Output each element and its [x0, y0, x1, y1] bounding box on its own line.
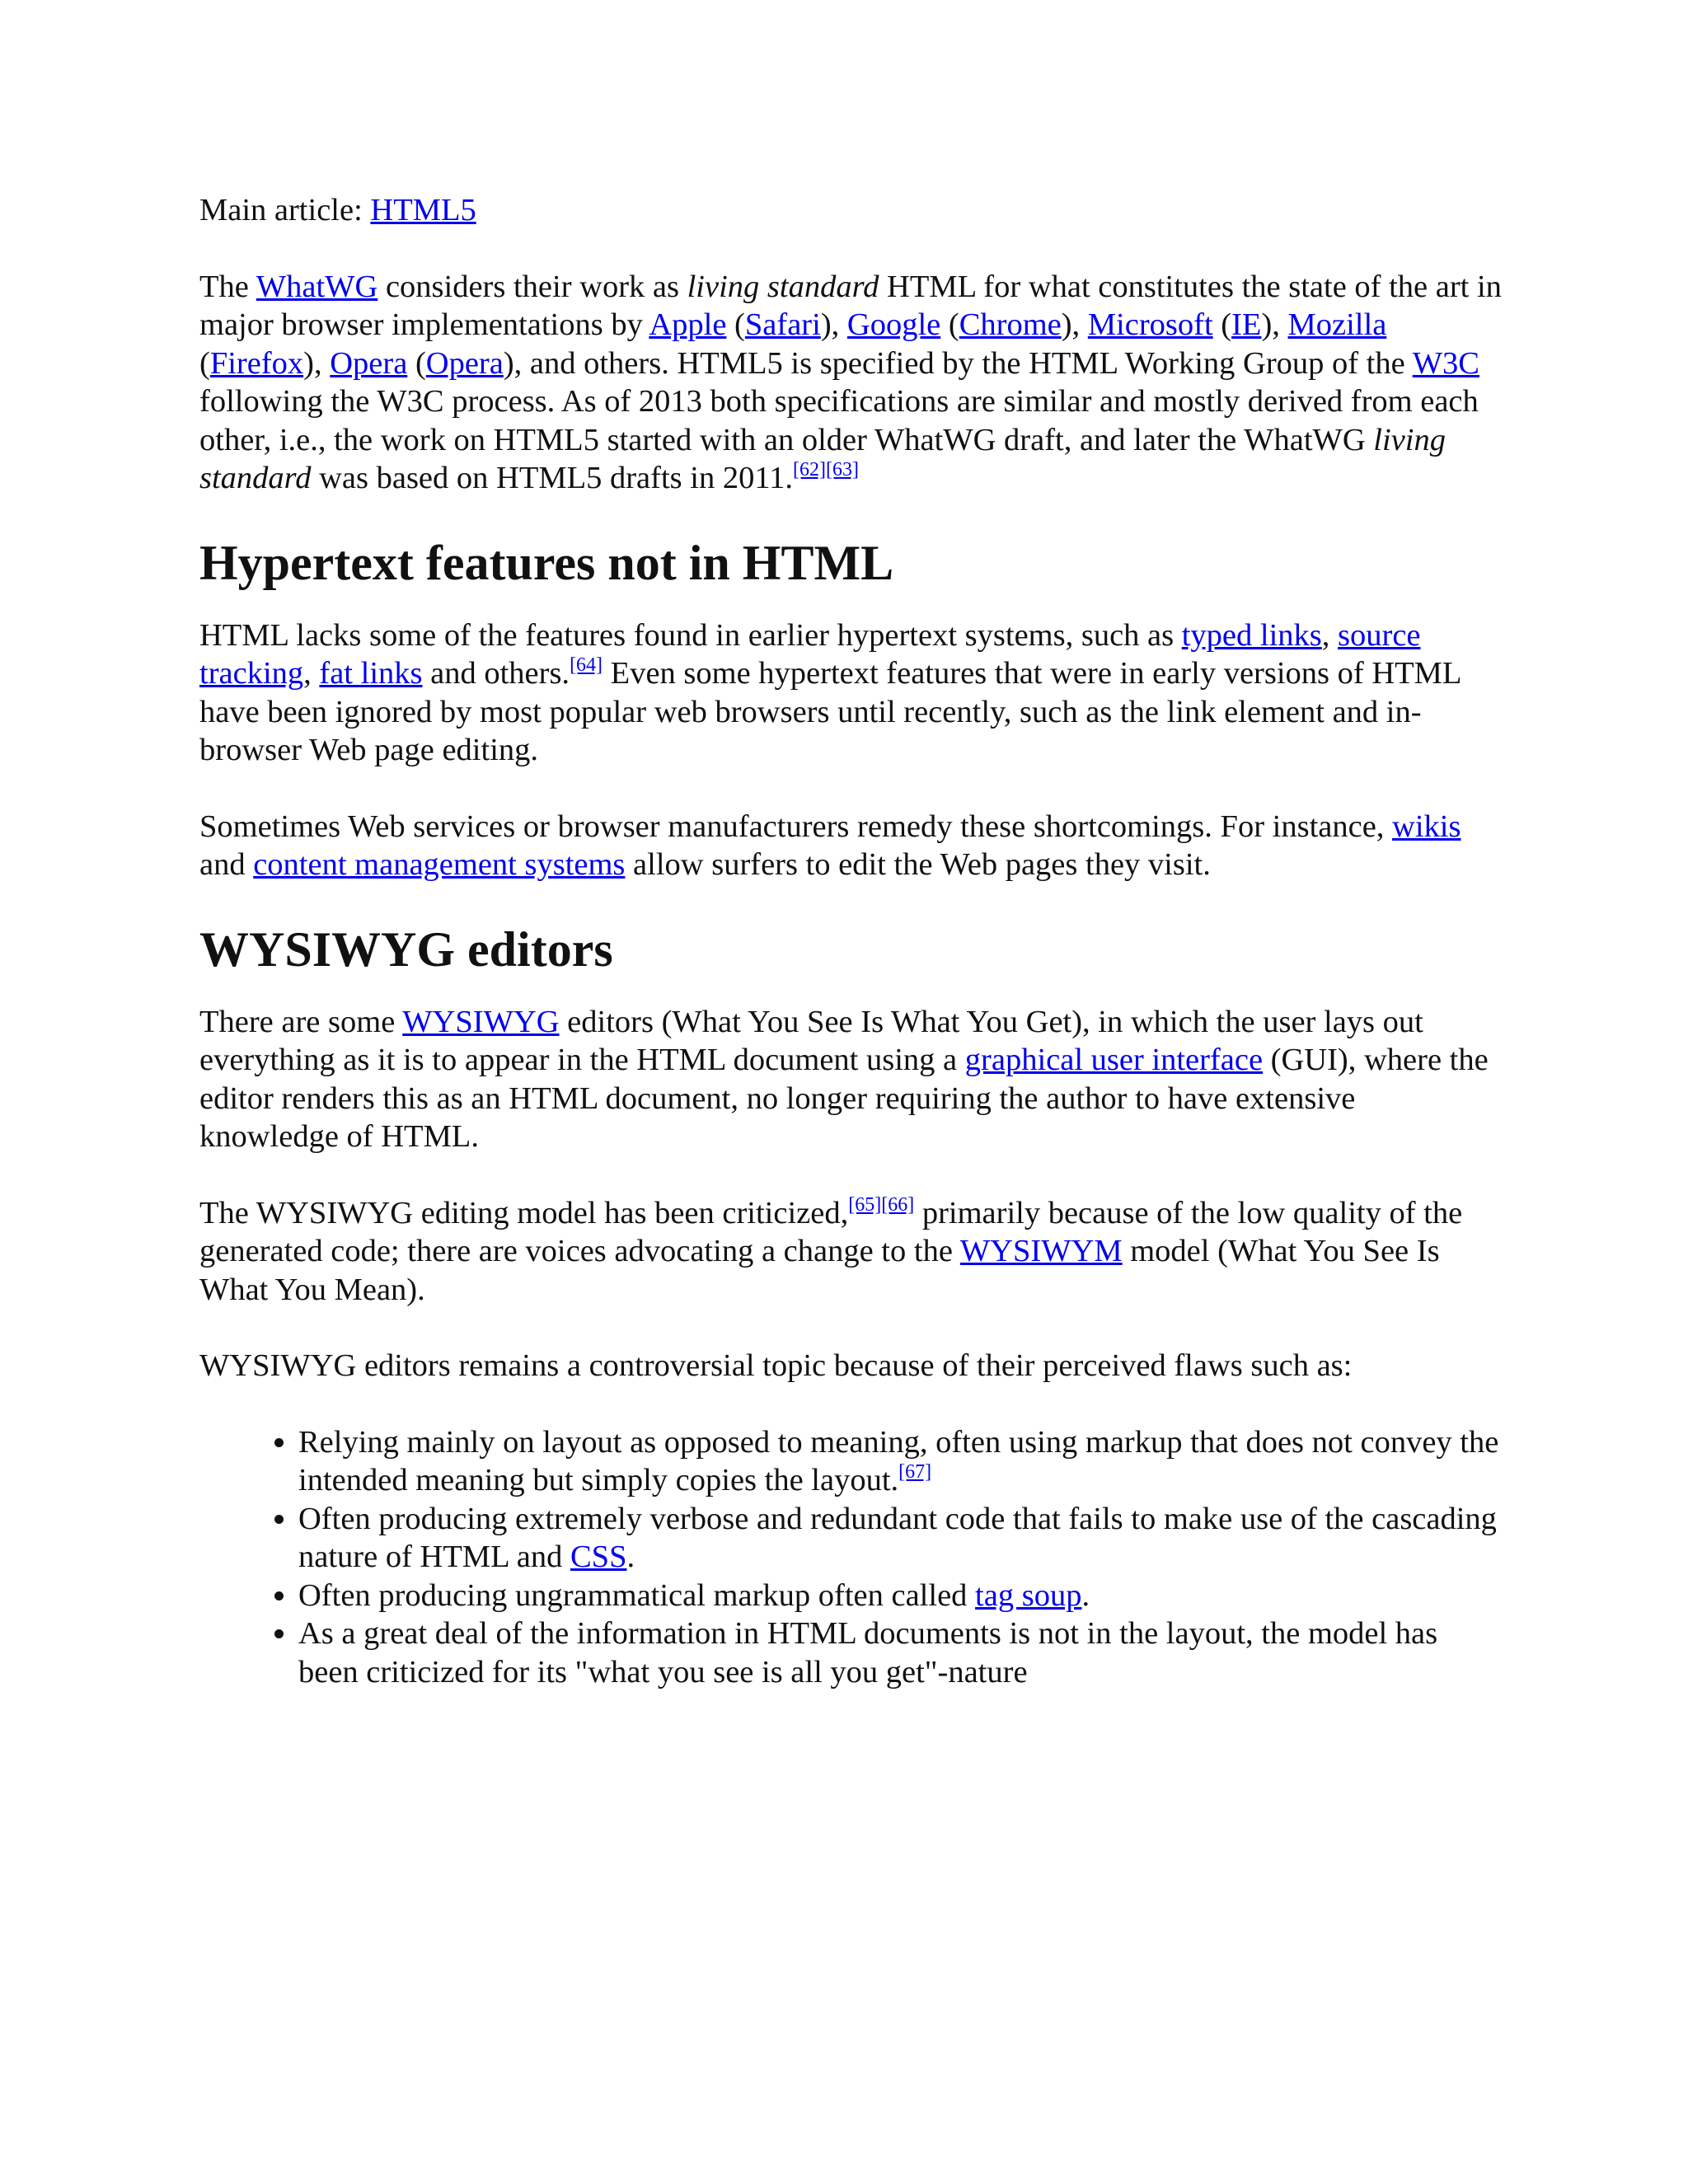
paragraph-wysiwyg-criticism — [199, 1194, 1502, 1310]
text: Often producing ungrammatical markup often called — [298, 1577, 976, 1613]
html5-link[interactable]: HTML5 — [370, 193, 476, 227]
text: Relying mainly on layout as opposed to meaning, often using markup that does not convey the intended meaning but simply copies the layout. — [298, 1424, 1499, 1497]
google-link[interactable]: Google — [846, 307, 941, 342]
citation-63[interactable] — [826, 459, 859, 480]
text: ( — [407, 345, 426, 381]
main-article-prefix: Main article: — [199, 193, 371, 227]
text: HTML for what constitutes the state of the art in major browser implementations by — [199, 269, 1502, 342]
citation-65[interactable] — [848, 1194, 881, 1216]
typed-links-link[interactable]: typed links — [1181, 617, 1322, 653]
ie-link[interactable]: IE — [1231, 307, 1262, 342]
text: The — [199, 269, 256, 304]
citation-67[interactable] — [898, 1461, 931, 1483]
living-standard-emphasis: living standard — [199, 422, 1446, 495]
citation-63-link[interactable]: [63] — [826, 459, 859, 480]
text: Often producing extremely verbose and redundant code that fails to make use of the cascading nature of HTML and — [298, 1501, 1497, 1574]
mozilla-link[interactable]: Mozilla — [1287, 307, 1387, 342]
cms-link[interactable]: content management systems — [253, 847, 626, 882]
citation-66[interactable] — [881, 1194, 914, 1216]
whatwg-link[interactable]: WhatWG — [256, 269, 378, 304]
paragraph-hypertext-lacks — [199, 616, 1502, 770]
paragraph-remedy — [199, 808, 1502, 884]
heading-wysiwyg-editors: WYSIWYG editors — [199, 921, 613, 977]
text: ( — [199, 345, 210, 381]
text: , — [1321, 617, 1339, 653]
text: . — [1081, 1577, 1090, 1613]
wysiwym-link[interactable]: WYSIWYM — [959, 1234, 1123, 1268]
text: (GUI), where the editor renders this as an HTML document, no longer requiring the author to have extensive knowledge of HTML. — [199, 1043, 1489, 1154]
safari-link[interactable]: Safari — [744, 307, 821, 342]
flaws-list — [199, 1423, 1502, 1692]
text: As a great deal of the information in HTML documents is not in the layout, the model has been criticized for its "what you see is all you get"-nature — [298, 1616, 1438, 1690]
citation-66-link[interactable]: [66] — [881, 1193, 915, 1216]
living-standard-emphasis: living standard — [687, 269, 879, 304]
text: ), — [1261, 307, 1288, 342]
text: ), — [1061, 307, 1088, 342]
list-item — [298, 1615, 1502, 1691]
wysiwyg-link[interactable]: WYSIWYG — [402, 1004, 560, 1039]
paragraph-living-standard — [199, 268, 1502, 498]
document-page — [199, 191, 1502, 1691]
opera-browser-link[interactable]: Opera — [425, 345, 504, 381]
citation-65-link[interactable]: [65] — [848, 1193, 882, 1216]
list-item — [298, 1500, 1502, 1577]
firefox-link[interactable]: Firefox — [209, 345, 304, 381]
text: and others. — [422, 656, 570, 691]
text: ( — [1212, 307, 1232, 342]
text: There are some — [199, 1004, 403, 1039]
citation-62[interactable] — [793, 459, 826, 480]
text: . — [626, 1540, 635, 1574]
citation-64[interactable] — [570, 654, 603, 676]
text: ( — [726, 307, 745, 342]
text: was based on HTML5 drafts in 2011. — [311, 461, 794, 495]
heading-hypertext-features: Hypertext features not in HTML — [199, 535, 894, 590]
text: Sometimes Web services or browser manufacturers remedy these shortcomings. For instance, — [199, 808, 1393, 844]
gui-link[interactable]: graphical user interface — [964, 1043, 1264, 1077]
text: allow surfers to edit the Web pages they visit. — [625, 847, 1211, 882]
main-article-note — [199, 191, 1502, 230]
list-item — [298, 1423, 1502, 1500]
paragraph-controversial: WYSIWYG editors remains a controversial topic because of their perceived flaws such as: — [199, 1348, 1353, 1383]
text: model (What You See Is What You Mean). — [199, 1234, 1440, 1307]
text: editors (What You See Is What You Get), in which the user lays out everything as it is to appear in the HTML document using a — [199, 1004, 1423, 1077]
text: ), — [820, 307, 847, 342]
text: HTML lacks some of the features found in earlier hypertext systems, such as — [199, 617, 1182, 653]
text: and — [199, 847, 254, 882]
citation-64-link[interactable]: [64] — [570, 654, 603, 676]
opera-company-link[interactable]: Opera — [330, 345, 408, 381]
chrome-link[interactable]: Chrome — [959, 307, 1062, 342]
microsoft-link[interactable]: Microsoft — [1087, 307, 1213, 342]
source-tracking-link[interactable]: source tracking — [199, 617, 1421, 691]
fat-links-link[interactable]: fat links — [319, 656, 423, 691]
text: ( — [940, 307, 959, 342]
text: The WYSIWYG editing model has been criticized, — [199, 1195, 849, 1230]
text: considers their work as — [377, 269, 687, 304]
text: ), and others. HTML5 is specified by the HTML Working Group of the — [503, 345, 1413, 381]
text: Even some hypertext features that were in early versions of HTML have been ignored by most popular web browsers until recently, such as the link element and in-browser Web page editing. — [199, 656, 1461, 767]
text: , — [303, 656, 320, 691]
text: following the W3C process. As of 2013 both specifications are similar and mostly derived from each other, i.e., the work on HTML5 started with an older WhatWG draft, and later the WhatWG — [199, 384, 1479, 457]
css-link[interactable]: CSS — [570, 1540, 627, 1574]
tag-soup-link[interactable]: tag soup — [975, 1577, 1082, 1613]
w3c-link[interactable]: W3C — [1412, 345, 1479, 381]
wikis-link[interactable]: wikis — [1392, 808, 1461, 844]
text: primarily because of the low quality of the generated code; there are voices advocating a change to the — [199, 1195, 1463, 1268]
citation-67-link[interactable]: [67] — [898, 1461, 932, 1483]
apple-link[interactable]: Apple — [649, 307, 727, 342]
list-item — [298, 1577, 1502, 1615]
citation-62-link[interactable]: [62] — [793, 459, 826, 480]
text: ), — [303, 345, 331, 381]
paragraph-wysiwyg-intro — [199, 1003, 1502, 1156]
